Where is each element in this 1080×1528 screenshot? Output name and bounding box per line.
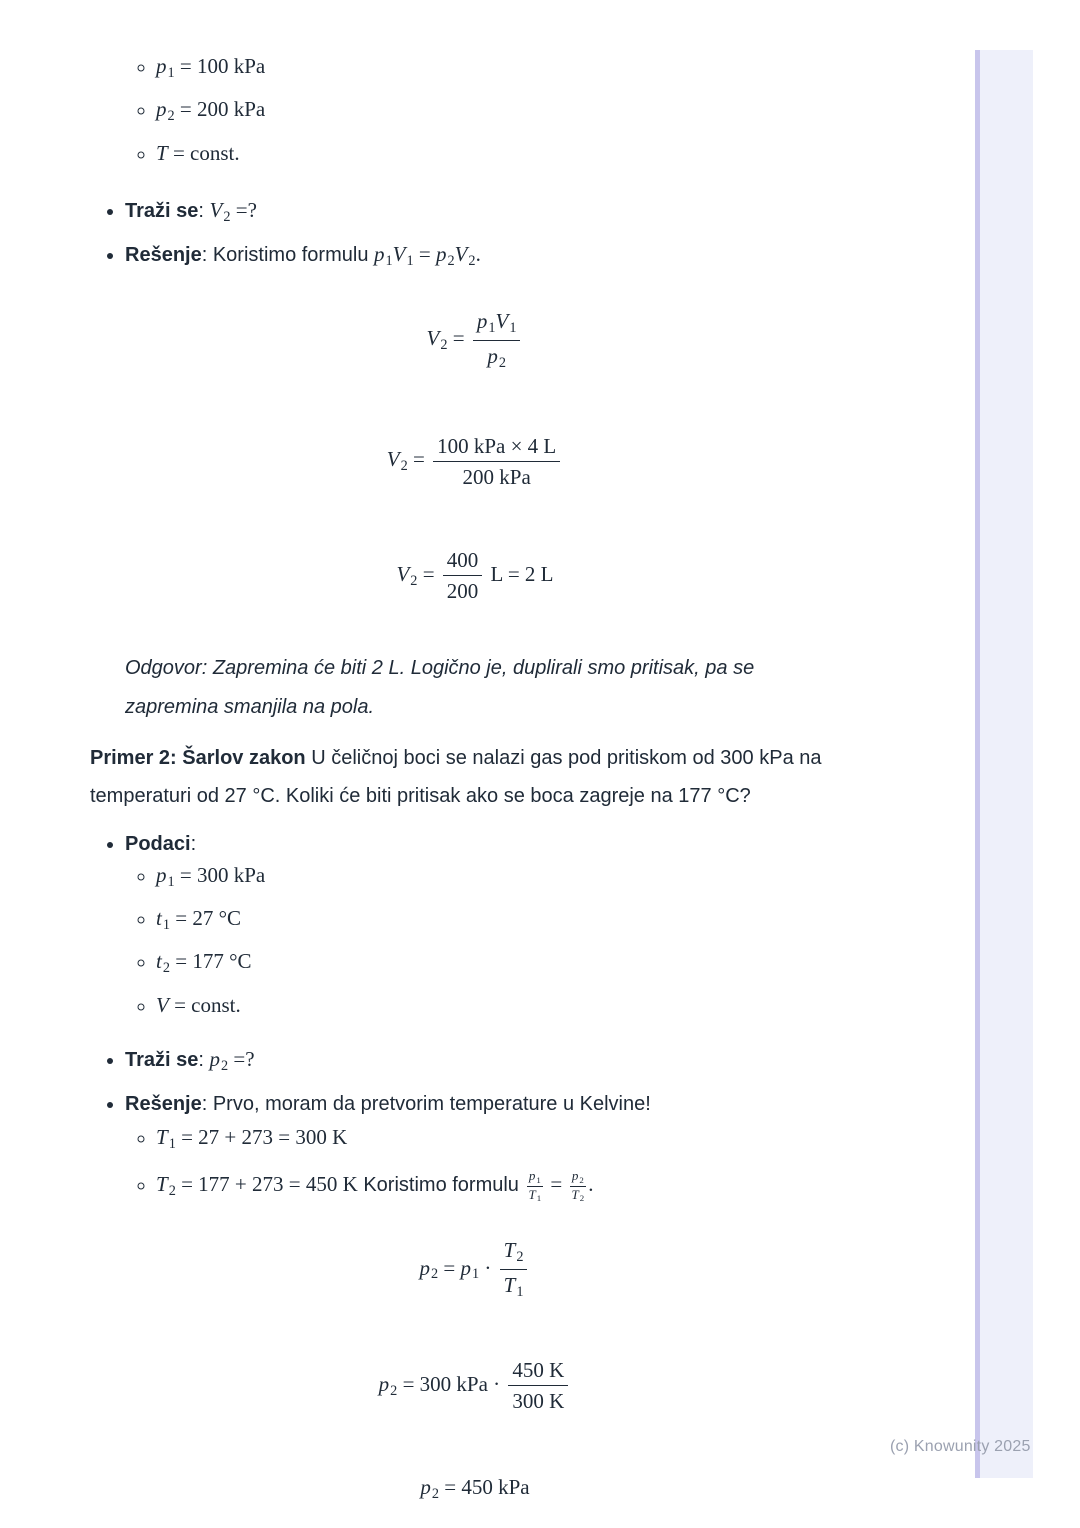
label-separator: : — [201, 243, 213, 266]
koristimo-formulu-text: Koristimo formulu — [357, 1174, 525, 1197]
math-expression: V2 = $\frac{400}{200}$ L = 2 L — [396, 562, 553, 586]
problem2-steps-list — [90, 1047, 860, 1117]
math-expression: T2 = 177 + 273 = 450 K — [156, 1172, 358, 1199]
trazi-se-item — [125, 1047, 860, 1073]
math-expression: V2 = $\frac{p1V1}{p2}$ — [427, 326, 524, 350]
display-formula-v2-general — [90, 306, 860, 375]
problem1-steps-list — [90, 198, 860, 269]
display-formula-p2-general — [90, 1235, 860, 1304]
math-expression: V2 = 100 kPa × 4 L 200 kPa — [387, 447, 563, 471]
given-item-p2 — [156, 97, 860, 123]
math-expression: p1 = 300 kPa — [156, 862, 266, 890]
problem1-given-list — [90, 54, 860, 167]
problem2-kelvin-list — [90, 1125, 860, 1205]
trazi-se-label: Traži se — [125, 199, 199, 222]
primer2-heading-paragraph — [90, 739, 860, 815]
math-expression: p1 = 100 kPa — [156, 54, 266, 81]
math-expression: p2 = 200 kPa — [156, 97, 266, 125]
resenje-text: Koristimo formulu — [212, 243, 374, 266]
resenje-item — [125, 1091, 860, 1117]
given-item-T — [156, 141, 860, 167]
given-item-V — [156, 993, 860, 1019]
math-expression: p2 =? — [209, 1046, 255, 1074]
math-expression: V2 =? — [209, 197, 257, 225]
label-separator: : — [201, 1092, 213, 1115]
kelvin-item-T1 — [156, 1125, 860, 1151]
trazi-se-item — [125, 198, 860, 224]
copyright-watermark: (c) Knowunity 2025 — [890, 1438, 1031, 1455]
given-item-t1 — [156, 906, 860, 932]
trazi-se-label: Traži se — [125, 1048, 199, 1071]
display-formula-v2-values — [90, 431, 860, 493]
label-separator: : — [198, 1048, 210, 1071]
given-item-t2 — [156, 949, 860, 975]
math-expression: p2 = 300 kPa · $\frac{450 K}{300 K}$ — [379, 1372, 572, 1396]
podaci-label: Podaci — [125, 832, 191, 855]
math-expression: p2 = p1 · $\frac{T2}{T1}$ — [420, 1256, 531, 1280]
primer2-problem-text: U čeličnoj boci se nalazi gas pod pritiskom od 300 kPa na temperaturi od 27 °C. Koliki će biti pritisak ako se boca zagreje na 177 °C? — [90, 746, 822, 807]
resenje-text: Prvo, moram da pretvorim temperature u Kelvine! — [212, 1092, 651, 1115]
resenje-item — [125, 242, 860, 268]
math-expression: T1 = 27 + 273 = 300 K — [156, 1124, 348, 1152]
math-expression: t1 = 27 °C — [156, 905, 241, 933]
label-separator: : — [198, 199, 210, 222]
resenje-label: Rešenje — [125, 243, 202, 266]
resenje-label: Rešenje — [125, 1092, 202, 1115]
kelvin-item-T2 — [156, 1168, 860, 1204]
primer2-title: Primer 2: Šarlov zakon — [90, 746, 306, 769]
right-scrollbar-track[interactable] — [975, 50, 1033, 1478]
label-separator: : — [190, 832, 197, 855]
podaci-item — [125, 831, 860, 857]
math-expression: T = const. — [156, 140, 240, 165]
odgovor-paragraph: Odgovor: Zapremina će biti 2 L. Logično je, duplirali smo pritisak, pa se zapremina smanjila na pola. — [125, 656, 755, 718]
display-formula-v2-result — [90, 545, 860, 607]
math-expression: $\frac{p1}{T1}$ = $\frac{p2}{T2}$ . — [528, 1168, 594, 1204]
given-item-p1 — [156, 863, 860, 889]
display-formula-p2-result — [90, 1476, 860, 1501]
given-item-p1 — [156, 54, 860, 80]
math-expression: p1V1 = p2V2. — [374, 241, 481, 269]
math-expression: t2 = 177 °C — [156, 949, 252, 977]
display-formula-p2-values — [90, 1355, 860, 1417]
problem2-podaci-list — [90, 831, 860, 857]
math-expression: V = const. — [156, 992, 241, 1017]
document-content — [90, 54, 860, 1501]
math-expression: p2 = 450 kPa — [420, 1474, 530, 1502]
problem2-given-list — [90, 863, 860, 1019]
